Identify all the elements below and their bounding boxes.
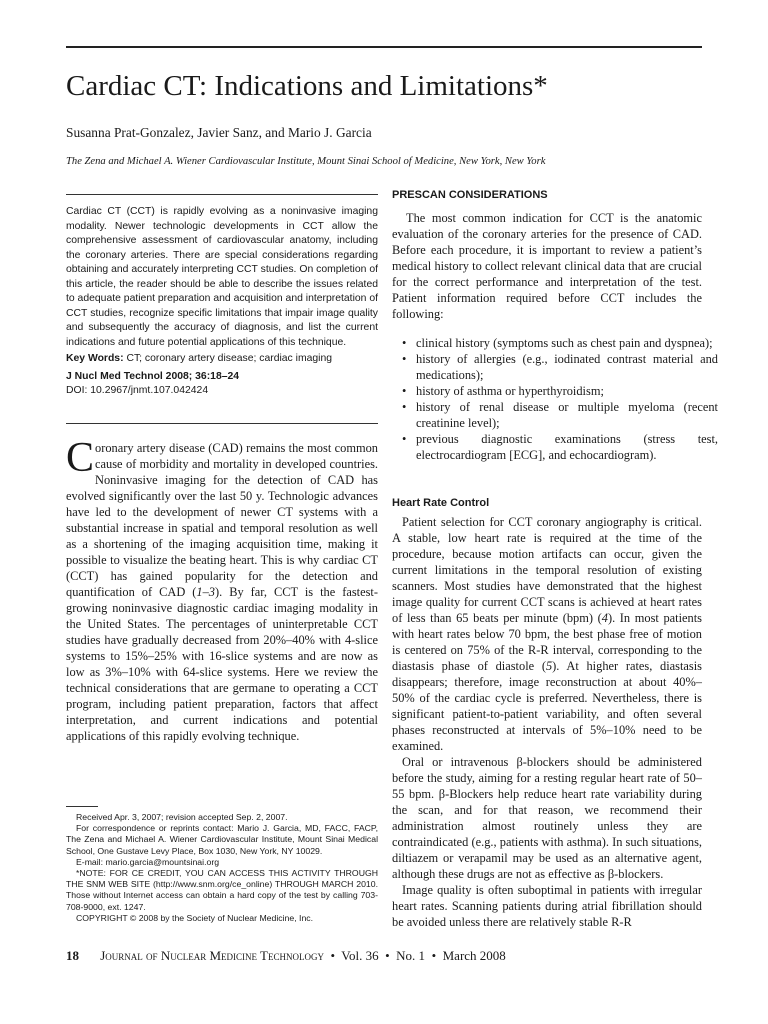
issue-date: March 2008 [442, 948, 506, 963]
list-item: • history of asthma or hyperthyroidism; [416, 383, 718, 399]
intro-ref: 1–3 [196, 585, 215, 599]
footnote-received: Received Apr. 3, 2007; revision accepted Sep. 2, 2007. [76, 812, 288, 822]
intro-text-b: ). By far, CCT is the fastest-growing noninvasive diagnostic cardiac imaging modality in the United States. The percentages of uninterpretable CCT studies have gradually decreased from 20%–40% with 4-slice systems to 15%–25% with 16-slice systems and are now as low as 3%–10% with 64-slice systems. Here we review the technical considerations that are germane to operating a CCT program, including patient preparation, factors that affect interpretation, and current indications and potential applications of this rapidly evolving technique. [66, 585, 378, 743]
patient-info-list [400, 335, 718, 463]
drop-cap: C [66, 435, 95, 481]
page-number: 18 [66, 948, 79, 963]
header-rule [66, 46, 702, 48]
volume: Vol. 36 [341, 948, 379, 963]
intro-paragraph [66, 435, 378, 744]
heart-rate-paragraph-2: Oral or intravenous β-blockers should be administered before the study, aiming for a resting regular heart rate of 50–55 bpm. β-Blockers help reduce heart rate variability during the scan, and for that reason, we recommend their administration almost routinely unless they are contraindicated (e.g., patients with asthma). In such situations, diltiazem or verapamil may be used as an alternative agent, although these drugs are not as effective as β-blockers. [392, 755, 702, 881]
introduction [66, 435, 378, 744]
abstract-block [66, 205, 378, 399]
footnote-ce-note: *NOTE: FOR CE CREDIT, YOU CAN ACCESS THIS ACTIVITY THROUGH THE SNM WEB SITE (http://www.snm.org/ce_online) THROUGH MARCH 2010. Those without Internet access can obtain a hard copy of the test by calling 703-708-9000, ext. 1247. [66, 868, 378, 912]
abstract-top-rule [66, 194, 378, 195]
footnote-email: E-mail: mario.garcia@mountsinai.org [76, 856, 220, 867]
issue: No. 1 [396, 948, 426, 963]
list-item: • previous diagnostic examinations (stress test, electrocardiogram [ECG], and echocardiogram). [416, 431, 718, 463]
heart-rate-paragraph-3: Image quality is often suboptimal in patients with irregular heart rates. Scanning patients during atrial fibrillation should be avoided unless there are relatively stable R-R [392, 883, 702, 929]
subsection-heading-heart-rate: Heart Rate Control [392, 497, 490, 509]
prescan-section [392, 210, 702, 322]
hr-text-a: Patient selection for CCT coronary angiography is critical. A stable, low heart rate is required at the time of the procedure, because motion artifacts can occur, given the current limitations in the temporal resolution of existing scanners. Most studies have demonstrated that the highest image quality for current CCT scans is achieved at heart rates of less than 65 beats per minute (bpm) ( [392, 515, 702, 625]
intro-text-a: oronary artery disease (CAD) remains the most common cause of morbidity and mortality in developed countries. Noninvasive imaging for the detection of CAD has evolved significantly over the last 50 y. Technologic advances have led to the development of newer CT systems with a substantial increase in spatial and temporal resolution as well as a shortening of the imaging acquisition time, making it possible to visualize the beating heart. This is why cardiac CT (CCT) has gained popularity for the detection and quantification of CAD ( [66, 441, 378, 599]
footnote-correspondence: For correspondence or reprints contact: Mario J. Garcia, MD, FACC, FACP, The Zena and Michael A. Wiener Cardiovascular Institute, Mount Sinai Medical School, One Gustave Levy Place, Box 1030, New York, NY 10029. [66, 823, 378, 856]
journal-citation: J Nucl Med Technol 2008; 36:18–24 [66, 370, 240, 382]
abstract-text: Cardiac CT (CCT) is rapidly evolving as a noninvasive imaging modality. Newer technologic developments in CCT allow the comprehensive assessment of cardiovascular anatomy, including the coronary arteries. There are special considerations regarding obtaining and accurately interpreting CCT studies. On completion of this article, the reader should be able to describe the issues related to adequate patient preparation and acquisition and interpretation of CCT studies, recognize specific limitations that impair image quality and subsequently the accuracy of diagnosis, and list the current indications and future potential applications of this technique. [66, 206, 378, 348]
keywords: CT; coronary artery disease; cardiac imaging [126, 353, 333, 364]
keywords-line [66, 352, 378, 367]
page-footer [66, 948, 506, 964]
footnote-copyright: COPYRIGHT © 2008 by the Society of Nuclear Medicine, Inc. [76, 912, 314, 923]
heart-rate-section [392, 514, 702, 930]
hr-text-c: ). At higher rates, diastasis disappears; therefore, image reconstruction at about 40%–50% of the cardiac cycle is preferred. Nevertheless, there is significant patient-to-patient variability, and often several phases reconstructed at intervals of 5%–10% need to be examined. [392, 659, 703, 753]
author-list: Susanna Prat-Gonzalez, Javier Sanz, and Mario J. Garcia [66, 125, 372, 140]
hr-ref-2: 5 [545, 659, 553, 673]
hr-ref-1: 4 [601, 611, 608, 625]
section-heading-prescan: PRESCAN CONSIDERATIONS [392, 189, 548, 201]
keywords-label: Key Words: [66, 353, 124, 364]
footer-separator: • [385, 948, 390, 963]
doi: DOI: 10.2967/jnmt.107.042424 [66, 385, 209, 396]
footnote-rule [66, 806, 98, 807]
footnotes [66, 812, 378, 924]
list-item: • clinical history (symptoms such as chest pain and dyspnea); [416, 335, 718, 351]
hr-text-b: ). In most patients with heart rates below 70 bpm, the best phase free of motion is centered on 75% of the R-R interval, corresponding to the diastasis phase of diastole ( [392, 611, 702, 673]
heart-rate-paragraph-1 [392, 514, 702, 754]
abstract-bottom-rule [66, 423, 378, 424]
list-item: • history of allergies (e.g., iodinated contrast material and medications); [416, 351, 718, 383]
affiliation: The Zena and Michael A. Wiener Cardiovascular Institute, Mount Sinai School of Medicine, New York, New York [66, 156, 546, 167]
prescan-paragraph: The most common indication for CCT is the anatomic evaluation of the coronary arteries for the presence of CAD. Before each procedure, it is important to review a patient’s medical history to collect relevant clinical data that are crucial for the correct performance and interpretation of the test. Patient information required before CCT includes the following: [392, 211, 702, 321]
journal-name: Journal of Nuclear Medicine Technology [100, 948, 324, 963]
list-item: • history of renal disease or multiple myeloma (recent creatinine level); [416, 399, 718, 431]
article-title: Cardiac CT: Indications and Limitations* [66, 70, 548, 102]
footer-separator: • [330, 948, 336, 963]
footer-separator: • [431, 948, 437, 963]
